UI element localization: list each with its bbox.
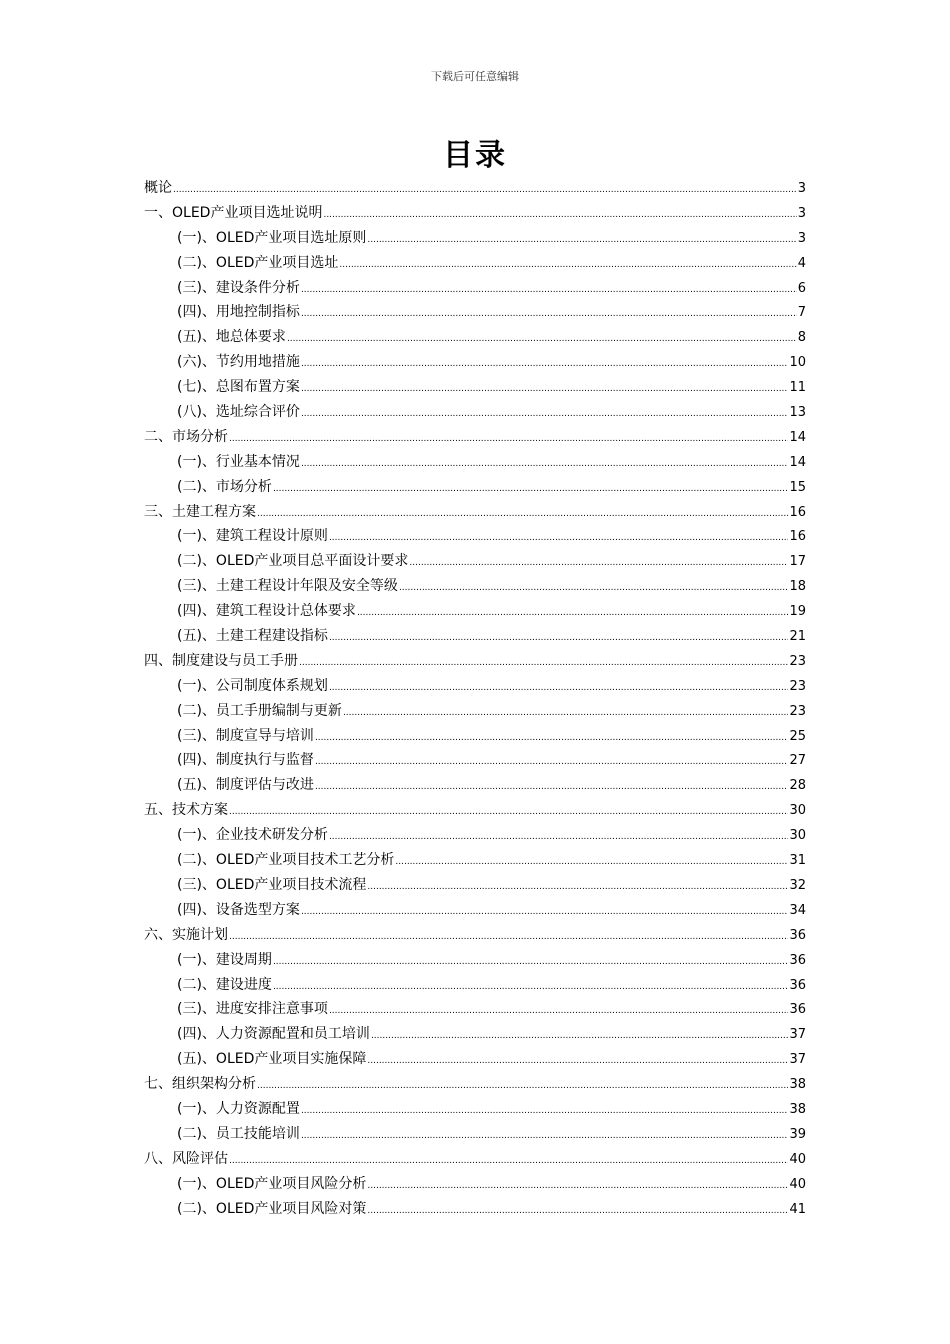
toc-page-number: 19	[789, 604, 806, 620]
toc-section-entry[interactable]	[144, 773, 806, 798]
toc-section-entry[interactable]	[144, 400, 806, 425]
toc-section-entry[interactable]	[144, 948, 806, 973]
toc-section-entry[interactable]	[144, 624, 806, 649]
toc-entry-title: (二)、员工技能培训	[177, 1125, 300, 1142]
toc-entry-title: (一)、公司制度体系规划	[177, 677, 328, 694]
toc-page-number: 23	[789, 703, 806, 719]
toc-chapter-entry[interactable]	[144, 500, 806, 525]
toc-dot-leader	[323, 203, 796, 228]
toc-entry-title: (二)、OLED产业项目总平面设计要求	[177, 553, 409, 570]
toc-dot-leader	[315, 750, 789, 775]
toc-section-entry[interactable]	[144, 748, 806, 773]
toc-entry-title: (八)、选址综合评价	[177, 404, 300, 421]
toc-page-number: 14	[789, 454, 806, 470]
toc-section-entry[interactable]	[144, 848, 806, 873]
toc-entry-title: (四)、设备选型方案	[177, 901, 300, 918]
toc-entry-title: (一)、行业基本情况	[177, 453, 300, 470]
toc-entry-title: (三)、OLED产业项目技术流程	[177, 876, 367, 893]
toc-page-number: 7	[797, 305, 806, 321]
toc-dot-leader	[229, 925, 788, 950]
toc-dot-leader	[229, 1149, 788, 1174]
toc-dot-leader	[257, 1074, 788, 1099]
toc-chapter-entry[interactable]	[144, 1072, 806, 1097]
toc-entry-title: 一、OLED产业项目选址说明	[144, 204, 323, 221]
toc-chapter-entry[interactable]	[144, 923, 806, 948]
toc-section-entry[interactable]	[144, 549, 806, 574]
toc-entry-title: (一)、建筑工程设计原则	[177, 528, 328, 545]
toc-chapter-entry[interactable]	[144, 649, 806, 674]
page-header-note: 下载后可任意编辑	[431, 70, 519, 83]
toc-dot-leader	[229, 800, 788, 825]
toc-entry-title: 八、风险评估	[144, 1150, 228, 1167]
toc-page-number: 38	[789, 1101, 806, 1117]
toc-entry-title: (四)、用地控制指标	[177, 304, 300, 321]
toc-entry-title: (四)、制度执行与监督	[177, 752, 314, 769]
toc-page-number: 38	[789, 1077, 806, 1093]
toc-page-number: 37	[789, 1027, 806, 1043]
toc-dot-leader	[367, 1174, 788, 1199]
toc-dot-leader	[395, 850, 788, 875]
toc-page-number: 15	[789, 479, 806, 495]
toc-entry-title: (六)、节约用地措施	[177, 354, 300, 371]
toc-page-number: 23	[789, 653, 806, 669]
toc-dot-leader	[301, 352, 789, 377]
toc-entry-title: (一)、OLED产业项目选址原则	[177, 229, 367, 246]
toc-section-entry[interactable]	[144, 1197, 806, 1222]
toc-dot-leader	[301, 452, 789, 477]
toc-page-number: 40	[789, 1151, 806, 1167]
toc-section-entry[interactable]	[144, 524, 806, 549]
toc-entry-title: (五)、土建工程建设指标	[177, 628, 328, 645]
toc-entry-title: 四、制度建设与员工手册	[144, 652, 298, 669]
toc-entry-title: (五)、OLED产业项目实施保障	[177, 1051, 367, 1068]
toc-section-entry[interactable]	[144, 873, 806, 898]
toc-entry-title: (二)、建设进度	[177, 976, 272, 993]
toc-section-entry[interactable]	[144, 325, 806, 350]
toc-dot-leader	[301, 1099, 789, 1124]
toc-entry-title: (二)、OLED产业项目风险对策	[177, 1200, 367, 1217]
toc-page-number: 31	[789, 853, 806, 869]
toc-page-number: 23	[789, 678, 806, 694]
toc-entry-title: (三)、土建工程设计年限及安全等级	[177, 578, 398, 595]
toc-entry-title: (一)、人力资源配置	[177, 1100, 300, 1117]
toc-entry-title: (二)、市场分析	[177, 478, 272, 495]
toc-dot-leader	[301, 377, 789, 402]
toc-dot-leader	[409, 551, 788, 576]
toc-dot-leader	[371, 1024, 789, 1049]
toc-dot-leader	[273, 975, 789, 1000]
toc-dot-leader	[329, 526, 789, 551]
toc-dot-leader	[299, 651, 788, 676]
toc-page-number: 3	[797, 181, 806, 196]
toc-entry-title: 七、组织架构分析	[144, 1076, 256, 1093]
toc-chapter-entry[interactable]	[144, 176, 806, 201]
toc-page-number: 36	[789, 952, 806, 968]
toc-dot-leader	[301, 302, 797, 327]
toc-section-entry[interactable]	[144, 674, 806, 699]
toc-section-entry[interactable]	[144, 1097, 806, 1122]
toc-dot-leader	[329, 626, 789, 651]
toc-dot-leader	[315, 775, 789, 800]
toc-dot-leader	[273, 950, 789, 975]
toc-chapter-entry[interactable]	[144, 425, 806, 450]
toc-section-entry[interactable]	[144, 574, 806, 599]
toc-page-number: 16	[789, 504, 806, 520]
toc-entry-title: 二、市场分析	[144, 428, 228, 445]
toc-dot-leader	[315, 726, 789, 751]
toc-entry-title: (三)、制度宣导与培训	[177, 727, 314, 744]
toc-entry-title: (四)、人力资源配置和员工培训	[177, 1026, 370, 1043]
toc-section-entry[interactable]	[144, 251, 806, 276]
toc-entry-title: (二)、OLED产业项目技术工艺分析	[177, 852, 395, 869]
toc-page-number: 37	[789, 1052, 806, 1068]
toc-page-number: 28	[789, 778, 806, 794]
toc-section-entry[interactable]	[144, 973, 806, 998]
toc-dot-leader	[301, 1124, 789, 1149]
toc-chapter-entry[interactable]	[144, 1147, 806, 1172]
toc-section-entry[interactable]	[144, 997, 806, 1022]
toc-page-number: 10	[789, 355, 806, 371]
toc-dot-leader	[367, 1199, 788, 1224]
toc-page-number: 18	[789, 579, 806, 595]
toc-page-number: 6	[797, 280, 806, 296]
toc-dot-leader	[329, 676, 789, 701]
toc-section-entry[interactable]	[144, 1022, 806, 1047]
toc-entry-title: 三、土建工程方案	[144, 503, 256, 520]
toc-section-entry[interactable]	[144, 898, 806, 923]
toc-entry-title: (七)、总图布置方案	[177, 379, 300, 396]
toc-entry-title: (二)、员工手册编制与更新	[177, 702, 342, 719]
toc-page-number: 3	[797, 230, 806, 246]
toc-entry-title: (一)、企业技术研发分析	[177, 827, 328, 844]
toc-dot-leader	[257, 502, 788, 527]
toc-section-entry[interactable]	[144, 226, 806, 251]
toc-page-number: 17	[789, 554, 806, 570]
toc-page-number: 27	[789, 753, 806, 769]
toc-section-entry[interactable]	[144, 300, 806, 325]
toc-dot-leader	[301, 402, 789, 427]
toc-page-number: 14	[789, 429, 806, 445]
toc-title: 目录	[443, 138, 507, 173]
toc-page-number: 21	[789, 629, 806, 645]
toc-section-entry[interactable]	[144, 475, 806, 500]
toc-entry-title: (五)、地总体要求	[177, 329, 286, 346]
toc-page-number: 3	[797, 205, 806, 221]
toc-section-entry[interactable]	[144, 724, 806, 749]
toc-chapter-entry[interactable]	[144, 798, 806, 823]
toc-section-entry[interactable]	[144, 276, 806, 301]
toc-dot-leader	[339, 253, 796, 278]
toc-section-entry[interactable]	[144, 450, 806, 475]
toc-page-number: 36	[789, 977, 806, 993]
toc-page-number: 36	[789, 1002, 806, 1018]
toc-page-number: 41	[789, 1201, 806, 1217]
toc-entry-title: (三)、建设条件分析	[177, 279, 300, 296]
toc-page-number: 25	[789, 728, 806, 744]
toc-dot-leader	[367, 875, 788, 900]
toc-section-entry[interactable]	[144, 599, 806, 624]
toc-dot-leader	[357, 601, 789, 626]
toc-page-number: 13	[789, 405, 806, 421]
toc-dot-leader	[229, 427, 788, 452]
toc-dot-leader	[399, 576, 789, 601]
toc-page-number: 39	[789, 1126, 806, 1142]
toc-dot-leader	[329, 999, 789, 1024]
toc-page-number: 11	[789, 380, 806, 396]
toc-page-number: 34	[789, 902, 806, 918]
toc-chapter-entry[interactable]	[144, 201, 806, 226]
toc-dot-leader	[273, 477, 789, 502]
toc-entry-title: (四)、建筑工程设计总体要求	[177, 603, 356, 620]
table-of-contents	[144, 176, 806, 1221]
toc-entry-title: (二)、OLED产业项目选址	[177, 254, 339, 271]
toc-dot-leader	[301, 278, 797, 303]
toc-page-number: 32	[789, 877, 806, 893]
toc-section-entry[interactable]	[144, 699, 806, 724]
toc-entry-title: (一)、OLED产业项目风险分析	[177, 1175, 367, 1192]
toc-section-entry[interactable]	[144, 1047, 806, 1072]
toc-entry-title: (五)、制度评估与改进	[177, 777, 314, 794]
toc-page-number: 16	[789, 529, 806, 545]
toc-page-number: 30	[789, 828, 806, 844]
toc-entry-title: 五、技术方案	[144, 802, 228, 819]
toc-section-entry[interactable]	[144, 1122, 806, 1147]
toc-dot-leader	[173, 178, 797, 203]
toc-page-number: 4	[797, 255, 806, 271]
toc-entry-title: (一)、建设周期	[177, 951, 272, 968]
toc-section-entry[interactable]	[144, 823, 806, 848]
toc-dot-leader	[367, 1049, 788, 1074]
toc-page-number: 36	[789, 927, 806, 943]
toc-dot-leader	[343, 701, 789, 726]
toc-section-entry[interactable]	[144, 350, 806, 375]
toc-dot-leader	[301, 900, 789, 925]
toc-page-number: 40	[789, 1176, 806, 1192]
toc-entry-title: 六、实施计划	[144, 926, 228, 943]
toc-dot-leader	[329, 825, 789, 850]
toc-page-number: 30	[789, 803, 806, 819]
toc-section-entry[interactable]	[144, 375, 806, 400]
toc-entry-title: 概论	[144, 180, 172, 196]
toc-entry-title: (三)、进度安排注意事项	[177, 1001, 328, 1018]
toc-section-entry[interactable]	[144, 1172, 806, 1197]
toc-dot-leader	[367, 228, 796, 253]
toc-dot-leader	[287, 327, 797, 352]
toc-page-number: 8	[797, 330, 806, 346]
